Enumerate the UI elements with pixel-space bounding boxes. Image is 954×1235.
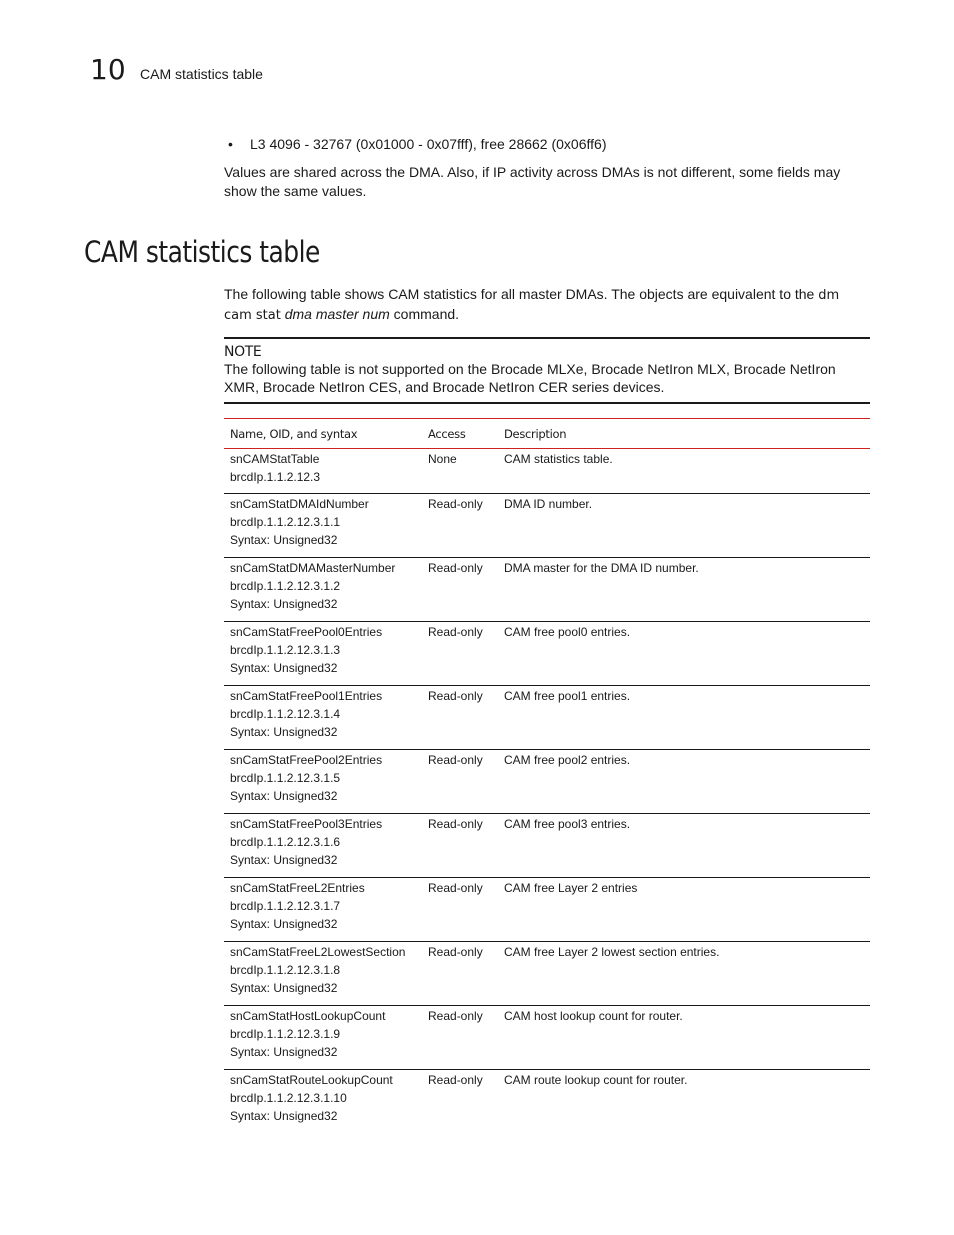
cell-access: Read-only [422,942,498,1006]
object-oid: brcdIp.1.1.2.12.3.1.1 [230,515,341,529]
cell-access: Read-only [422,494,498,558]
bullet-icon: • [228,136,233,152]
column-header-access: Access [422,419,498,449]
note-text: The following table is not supported on the Brocade MLXe, Brocade NetIron MLX, Brocade NetIron XMR, Brocade NetIron CES, and Brocade NetIron CER series devices. [224,361,836,395]
description-command-args: dma master num [284,306,390,322]
table-row [224,449,870,494]
cell-name-oid-syntax [224,686,422,750]
cell-description: CAM host lookup count for router. [498,1006,870,1070]
object-name: snCamStatFreeL2LowestSection [230,945,406,959]
object-name: snCAMStatTable [230,452,320,466]
table-row [224,878,870,942]
table-header-row [224,419,870,449]
cell-description: CAM free pool3 entries. [498,814,870,878]
cell-access: Read-only [428,1073,483,1087]
running-header-title: CAM statistics table [140,66,263,82]
intro-bullet-item [228,135,606,153]
cell-description: DMA master for the DMA ID number. [498,558,870,622]
description-text: The following table shows CAM statistics for all master DMAs. The objects are equivalent to the [224,286,819,302]
cell-access: Read-only [422,558,498,622]
object-oid: brcdIp.1.1.2.12.3.1.3 [230,643,341,657]
object-syntax: Syntax: Unsigned32 [230,789,338,803]
description-text-end: command. [389,306,460,322]
cell-description: CAM free pool2 entries. [498,750,870,814]
cell-name-oid-syntax [224,494,422,558]
cell-description: CAM free Layer 2 lowest section entries. [498,942,870,1006]
object-name: snCamStatFreePool0Entries [230,625,383,639]
object-name: snCamStatHostLookupCount [230,1009,386,1023]
object-oid: brcdIp.1.1.2.12.3.1.8 [230,963,341,977]
cell-description: CAM free Layer 2 entries [498,878,870,942]
object-syntax: Syntax: Unsigned32 [230,533,338,547]
object-syntax: Syntax: Unsigned32 [230,597,338,611]
object-name: snCamStatDMAMasterNumber [230,561,396,575]
table-row [224,558,870,622]
cell-description: CAM route lookup count for router. [504,1073,688,1087]
object-syntax: Syntax: Unsigned32 [230,917,338,931]
cam-statistics-table [224,418,870,1125]
cell-name-oid-syntax [224,878,422,942]
cell-access: Read-only [422,814,498,878]
cell-description: CAM statistics table. [498,449,870,494]
object-syntax: Syntax: Unsigned32 [230,725,338,739]
cell-name-oid-syntax [224,558,422,622]
cell-name-oid-syntax [224,449,422,494]
object-name: snCamStatFreePool1Entries [230,689,383,703]
cell-access: Read-only [422,1006,498,1070]
object-syntax: Syntax: Unsigned32 [230,661,338,675]
cell-description: DMA ID number. [498,494,870,558]
object-oid: brcdIp.1.1.2.12.3.1.6 [230,835,341,849]
cell-name-oid-syntax [224,814,422,878]
column-header-name: Name, OID, and syntax [224,419,422,449]
object-name: snCamStatDMAIdNumber [230,497,369,511]
intro-paragraph: Values are shared across the DMA. Also, if IP activity across DMAs is not different, some fields may show the same values. [224,164,841,199]
table-row [224,750,870,814]
object-oid: brcdIp.1.1.2.12.3.1.7 [230,899,341,913]
cell-name-oid-syntax [224,942,422,1006]
description-command: dm cam stat [224,288,840,323]
section-description [224,285,870,325]
table-row [224,1070,870,1126]
cell-access: Read-only [422,686,498,750]
cell-name-oid-syntax [224,622,422,686]
table-row [224,686,870,750]
table-row [224,622,870,686]
cell-description: CAM free pool1 entries. [498,686,870,750]
note-box [224,337,870,404]
cell-access: None [422,449,498,494]
object-oid: brcdIp.1.1.2.12.3.1.5 [230,771,341,785]
object-syntax: Syntax: Unsigned32 [230,1045,338,1059]
cell-name-oid-syntax [224,750,422,814]
column-header-description: Description [498,419,870,449]
section-title: CAM statistics table [84,235,320,269]
note-label: NOTE [224,344,262,360]
object-oid: brcdIp.1.1.2.12.3.1.9 [230,1027,341,1041]
cell-access: Read-only [422,622,498,686]
object-name: snCamStatRouteLookupCount [230,1073,393,1087]
intro-bullet-text: L3 4096 - 32767 (0x01000 - 0x07fff), free 28662 (0x06ff6) [250,136,607,152]
table-row [224,942,870,1006]
object-oid: brcdIp.1.1.2.12.3 [230,470,321,484]
object-oid: brcdIp.1.1.2.12.3.1.10 [230,1091,347,1105]
object-syntax: Syntax: Unsigned32 [230,981,338,995]
cell-description: CAM free pool0 entries. [498,622,870,686]
cell-access: Read-only [422,750,498,814]
cell-name-oid-syntax [224,1006,422,1070]
object-oid: brcdIp.1.1.2.12.3.1.2 [230,579,341,593]
cell-access: Read-only [422,878,498,942]
object-syntax: Syntax: Unsigned32 [230,853,338,867]
cell-name-oid-syntax [224,1070,422,1126]
table-row [224,814,870,878]
object-name: snCamStatFreePool3Entries [230,817,383,831]
table-row [224,494,870,558]
object-name: snCamStatFreeL2Entries [230,881,365,895]
object-name: snCamStatFreePool2Entries [230,753,383,767]
table-row [224,1006,870,1070]
object-syntax: Syntax: Unsigned32 [230,1109,338,1123]
chapter-number: 10 [90,53,126,86]
object-oid: brcdIp.1.1.2.12.3.1.4 [230,707,341,721]
